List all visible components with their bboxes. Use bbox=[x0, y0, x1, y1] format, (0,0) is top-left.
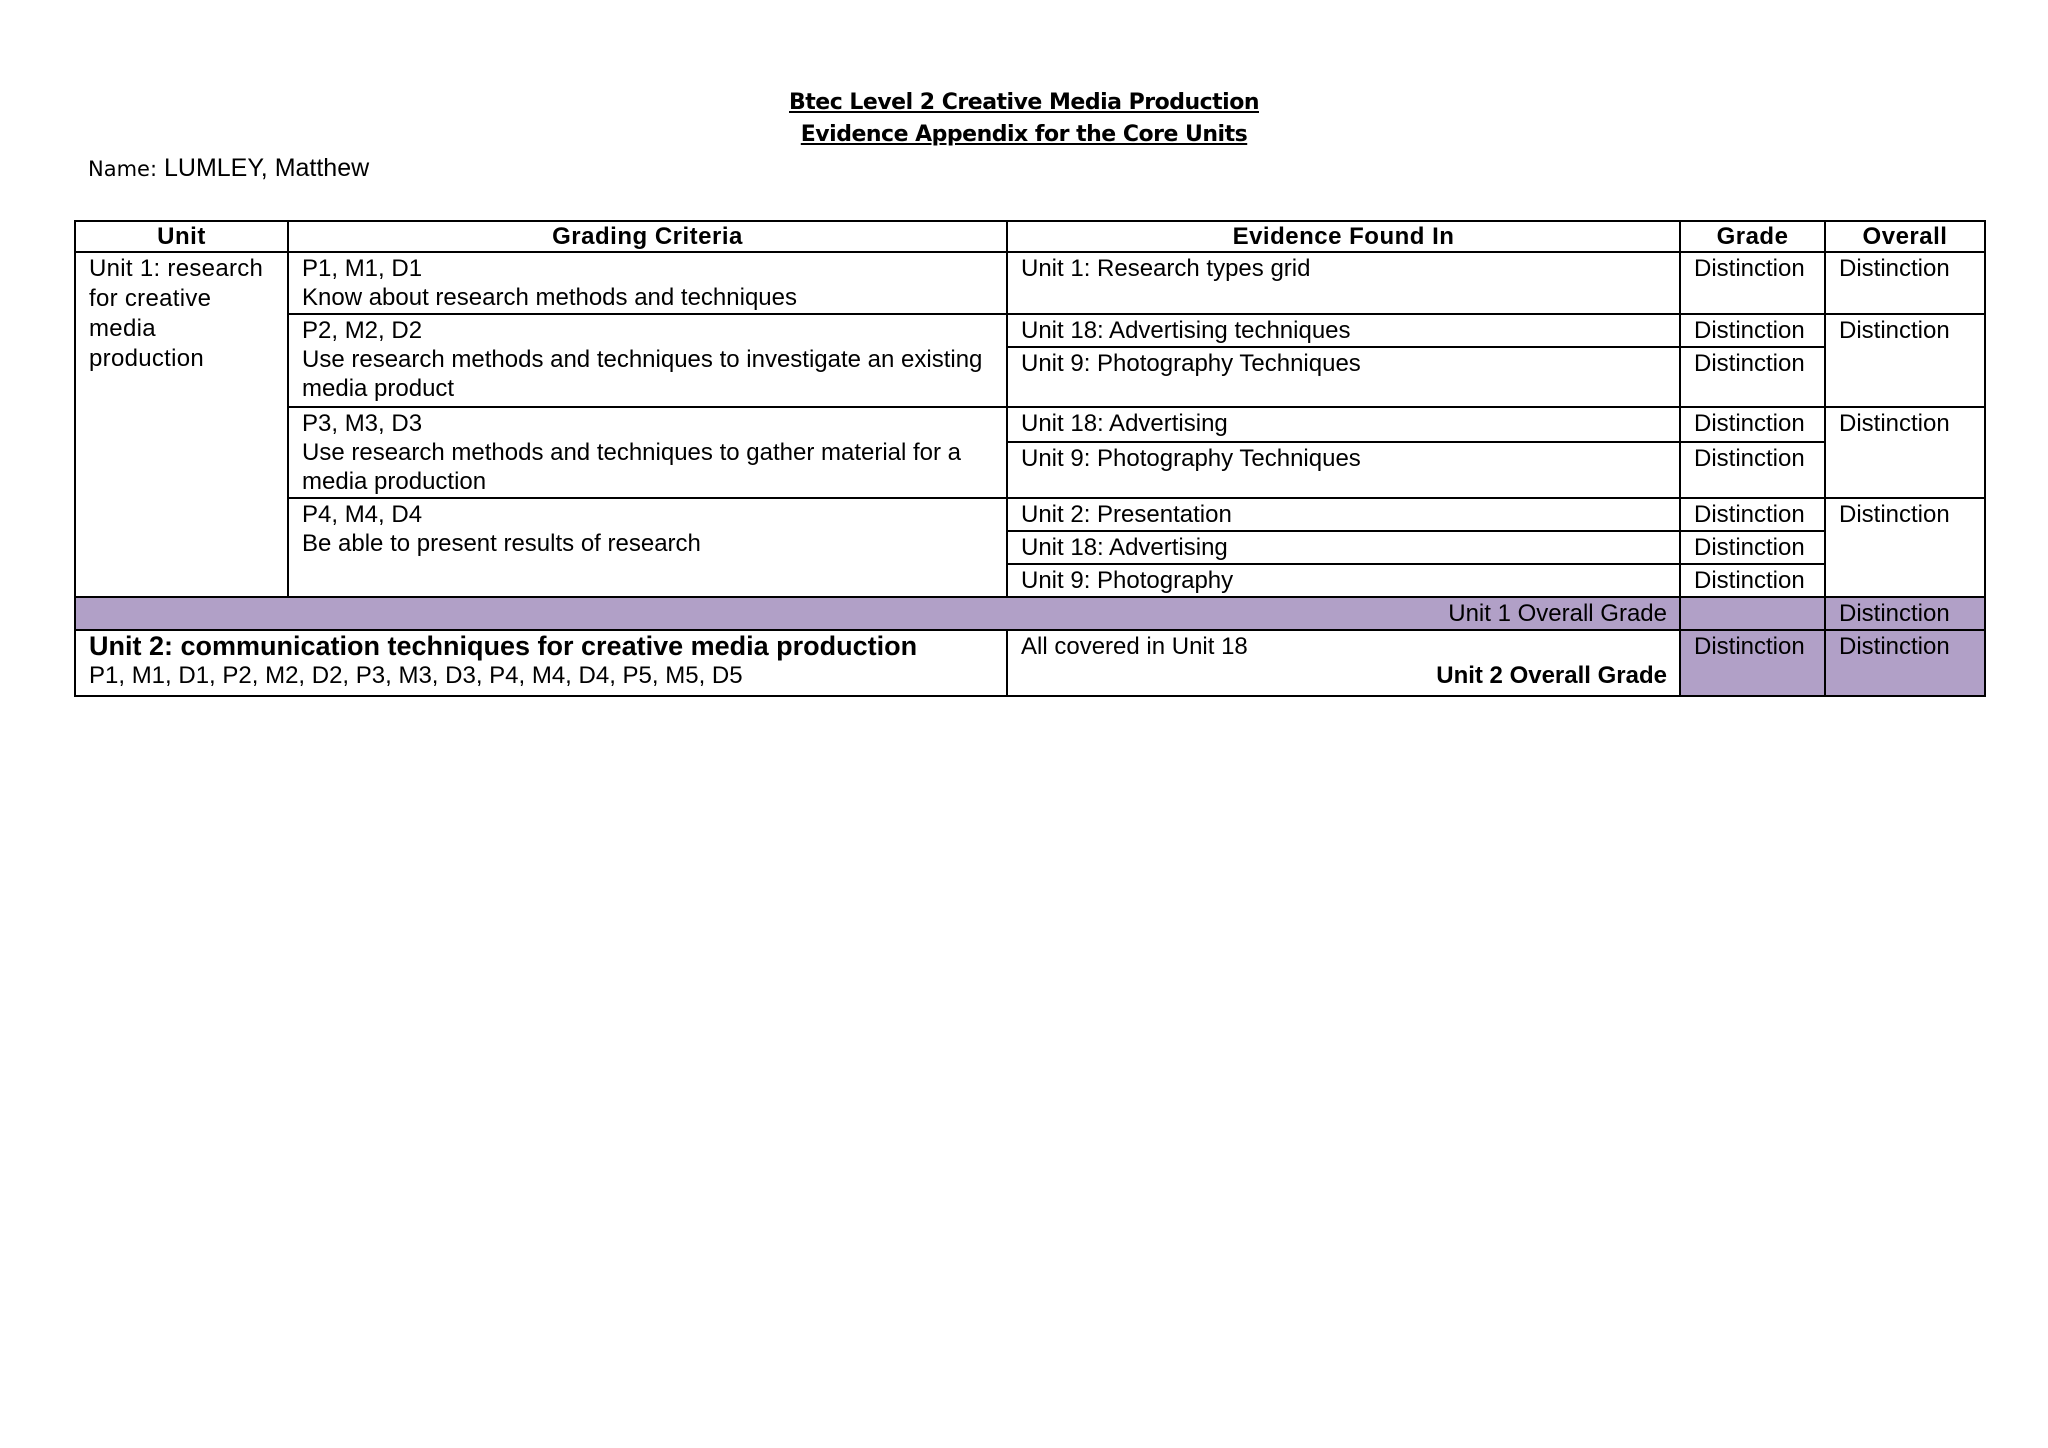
grade-cell: Distinction bbox=[1680, 314, 1825, 347]
document-subtitle: Evidence Appendix for the Core Units bbox=[800, 122, 1248, 147]
overall-cell: Distinction bbox=[1825, 314, 1985, 407]
criterion-cell bbox=[288, 252, 1007, 314]
unit2-title: Unit 2: communication techniques for creative media production bbox=[89, 631, 918, 661]
column-header-overall: Overall bbox=[1825, 221, 1985, 252]
criterion-codes: P3, M3, D3 bbox=[302, 410, 423, 437]
evidence-cell: Unit 18: Advertising bbox=[1007, 407, 1680, 442]
unit1-overall-grade-empty bbox=[1680, 597, 1825, 630]
unit1-overall-row bbox=[75, 597, 1985, 630]
grade-cell: Distinction bbox=[1680, 252, 1825, 314]
criterion-codes: P1, M1, D1 bbox=[302, 255, 423, 282]
column-header-grading-criteria: Grading Criteria bbox=[288, 221, 1007, 252]
overall-cell: Distinction bbox=[1825, 407, 1985, 498]
overall-cell: Distinction bbox=[1825, 498, 1985, 597]
student-name: LUMLEY, Matthew bbox=[163, 154, 370, 182]
unit1-label: Unit 1: research for creative media production bbox=[75, 252, 288, 597]
unit2-evidence-cell bbox=[1007, 630, 1680, 696]
evidence-table bbox=[74, 220, 1986, 697]
student-name-row bbox=[88, 154, 369, 183]
unit1-overall-label: Unit 1 Overall Grade bbox=[75, 597, 1680, 630]
unit2-overall-label: Unit 2 Overall Grade bbox=[1436, 662, 1667, 689]
unit2-cell bbox=[75, 630, 1007, 696]
criterion-description: Use research methods and techniques to gather material for a media production bbox=[302, 439, 962, 495]
criterion-cell bbox=[288, 314, 1007, 407]
criterion-description: Know about research methods and techniques bbox=[302, 284, 797, 311]
evidence-cell: Unit 9: Photography Techniques bbox=[1007, 442, 1680, 498]
grade-cell: Distinction bbox=[1680, 498, 1825, 531]
grade-cell: Distinction bbox=[1680, 442, 1825, 498]
criterion-cell bbox=[288, 498, 1007, 597]
column-header-evidence: Evidence Found In bbox=[1007, 221, 1680, 252]
grade-cell: Distinction bbox=[1680, 407, 1825, 442]
unit2-grade: Distinction bbox=[1680, 630, 1825, 696]
column-header-grade: Grade bbox=[1680, 221, 1825, 252]
criterion-codes: P4, M4, D4 bbox=[302, 501, 423, 528]
evidence-cell: Unit 9: Photography Techniques bbox=[1007, 347, 1680, 407]
evidence-cell: Unit 18: Advertising techniques bbox=[1007, 314, 1680, 347]
grade-cell: Distinction bbox=[1680, 531, 1825, 564]
evidence-cell: Unit 9: Photography bbox=[1007, 564, 1680, 597]
unit2-codes: P1, M1, D1, P2, M2, D2, P3, M3, D3, P4, M4, D4, P5, M5, D5 bbox=[89, 662, 743, 689]
table-header-row bbox=[75, 221, 1985, 252]
evidence-cell: Unit 2: Presentation bbox=[1007, 498, 1680, 531]
criterion-description: Be able to present results of research bbox=[302, 530, 701, 557]
criterion-description: Use research methods and techniques to investigate an existing media product bbox=[302, 346, 983, 402]
table-row bbox=[75, 407, 1985, 442]
evidence-cell: Unit 1: Research types grid bbox=[1007, 252, 1680, 314]
evidence-cell: Unit 18: Advertising bbox=[1007, 531, 1680, 564]
unit2-evidence: All covered in Unit 18 bbox=[1021, 633, 1248, 660]
column-header-unit: Unit bbox=[75, 221, 288, 252]
unit2-overall-grade: Distinction bbox=[1825, 630, 1985, 696]
table-row bbox=[75, 314, 1985, 347]
unit2-row bbox=[75, 630, 1985, 696]
criterion-codes: P2, M2, D2 bbox=[302, 317, 423, 344]
grade-cell: Distinction bbox=[1680, 347, 1825, 407]
name-label: Name: bbox=[88, 157, 158, 181]
table-row bbox=[75, 498, 1985, 531]
unit1-overall-grade: Distinction bbox=[1825, 597, 1985, 630]
criterion-cell bbox=[288, 407, 1007, 498]
table-row bbox=[75, 252, 1985, 314]
document-title: Btec Level 2 Creative Media Production bbox=[789, 90, 1259, 115]
overall-cell: Distinction bbox=[1825, 252, 1985, 314]
grade-cell: Distinction bbox=[1680, 564, 1825, 597]
